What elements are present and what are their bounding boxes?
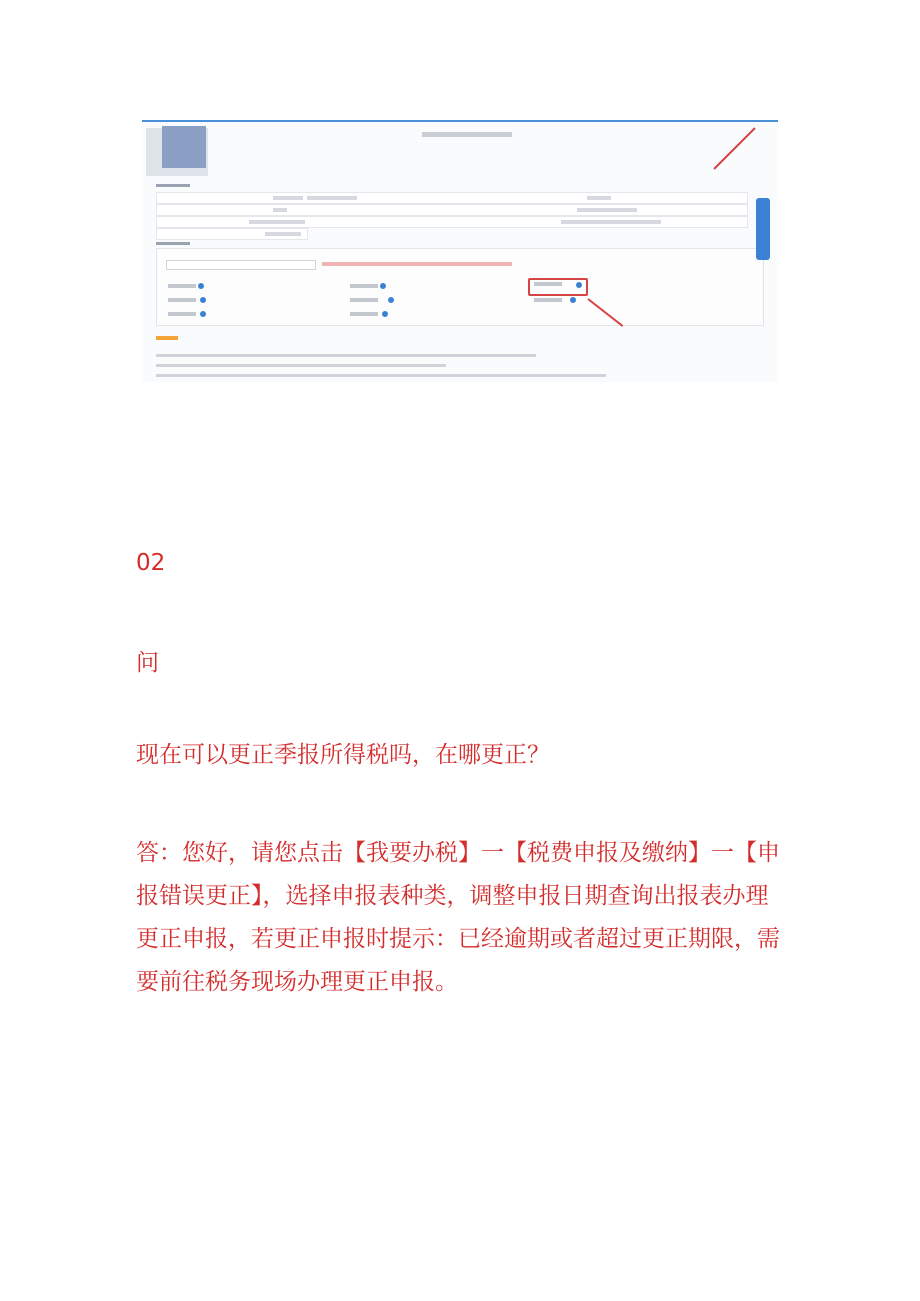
screenshot-form-row [156,216,748,228]
screenshot-note-line [156,354,536,357]
blue-dot-icon [198,283,204,289]
screenshot-section-label [156,242,190,245]
embedded-screenshot [142,120,778,382]
blue-dot-icon [382,311,388,317]
screenshot-hint-text [322,262,512,266]
screenshot-checkbox [168,312,196,316]
screenshot-checkbox [350,312,378,316]
screenshot-checkbox [350,284,378,288]
blue-dot-icon [200,297,206,303]
screenshot-field-label [249,220,305,224]
screenshot-checkbox [168,298,196,302]
screenshot-field-label [273,196,303,200]
screenshot-field-value [307,196,357,200]
screenshot-form-row [156,228,308,240]
red-arrow-icon [713,127,755,169]
screenshot-field-label [265,232,301,236]
screenshot-tip-label [156,336,178,340]
screenshot-field-label [273,208,287,212]
screenshot-logo [162,126,206,168]
blue-dot-icon [388,297,394,303]
screenshot-highlight-box [528,278,588,296]
question-label: 问 [136,650,159,676]
screenshot-field-value [561,220,661,224]
screenshot-title-bar [422,132,512,137]
screenshot-checkbox [534,298,562,302]
blue-dot-icon [380,283,386,289]
screenshot-field-label [587,196,611,200]
screenshot-side-tab [756,198,770,260]
screenshot-note-line [156,374,606,377]
question-text: 现在可以更正季报所得税吗，在哪更正？ [136,742,550,768]
screenshot-checkbox [350,298,378,302]
screenshot-form-row [156,204,748,216]
screenshot-field-value [577,208,637,212]
blue-dot-icon [200,311,206,317]
screenshot-form-row [156,192,748,204]
screenshot-select [166,260,316,270]
screenshot-checkbox [168,284,196,288]
screenshot-note-line [156,364,446,367]
answer-text: 答：您好，请您点击【我要办税】一【税费申报及缴纳】一【申报错误更正】，选择申报表种类，调整申报日期查询出报表办理更正申报，若更正申报时提示：已经逾期或者超过更正期限，需要前往税务现场办理更正申报。 [136,840,780,995]
item-number: 02 [136,550,166,576]
blue-dot-icon [570,297,576,303]
screenshot-section-label [156,184,190,187]
